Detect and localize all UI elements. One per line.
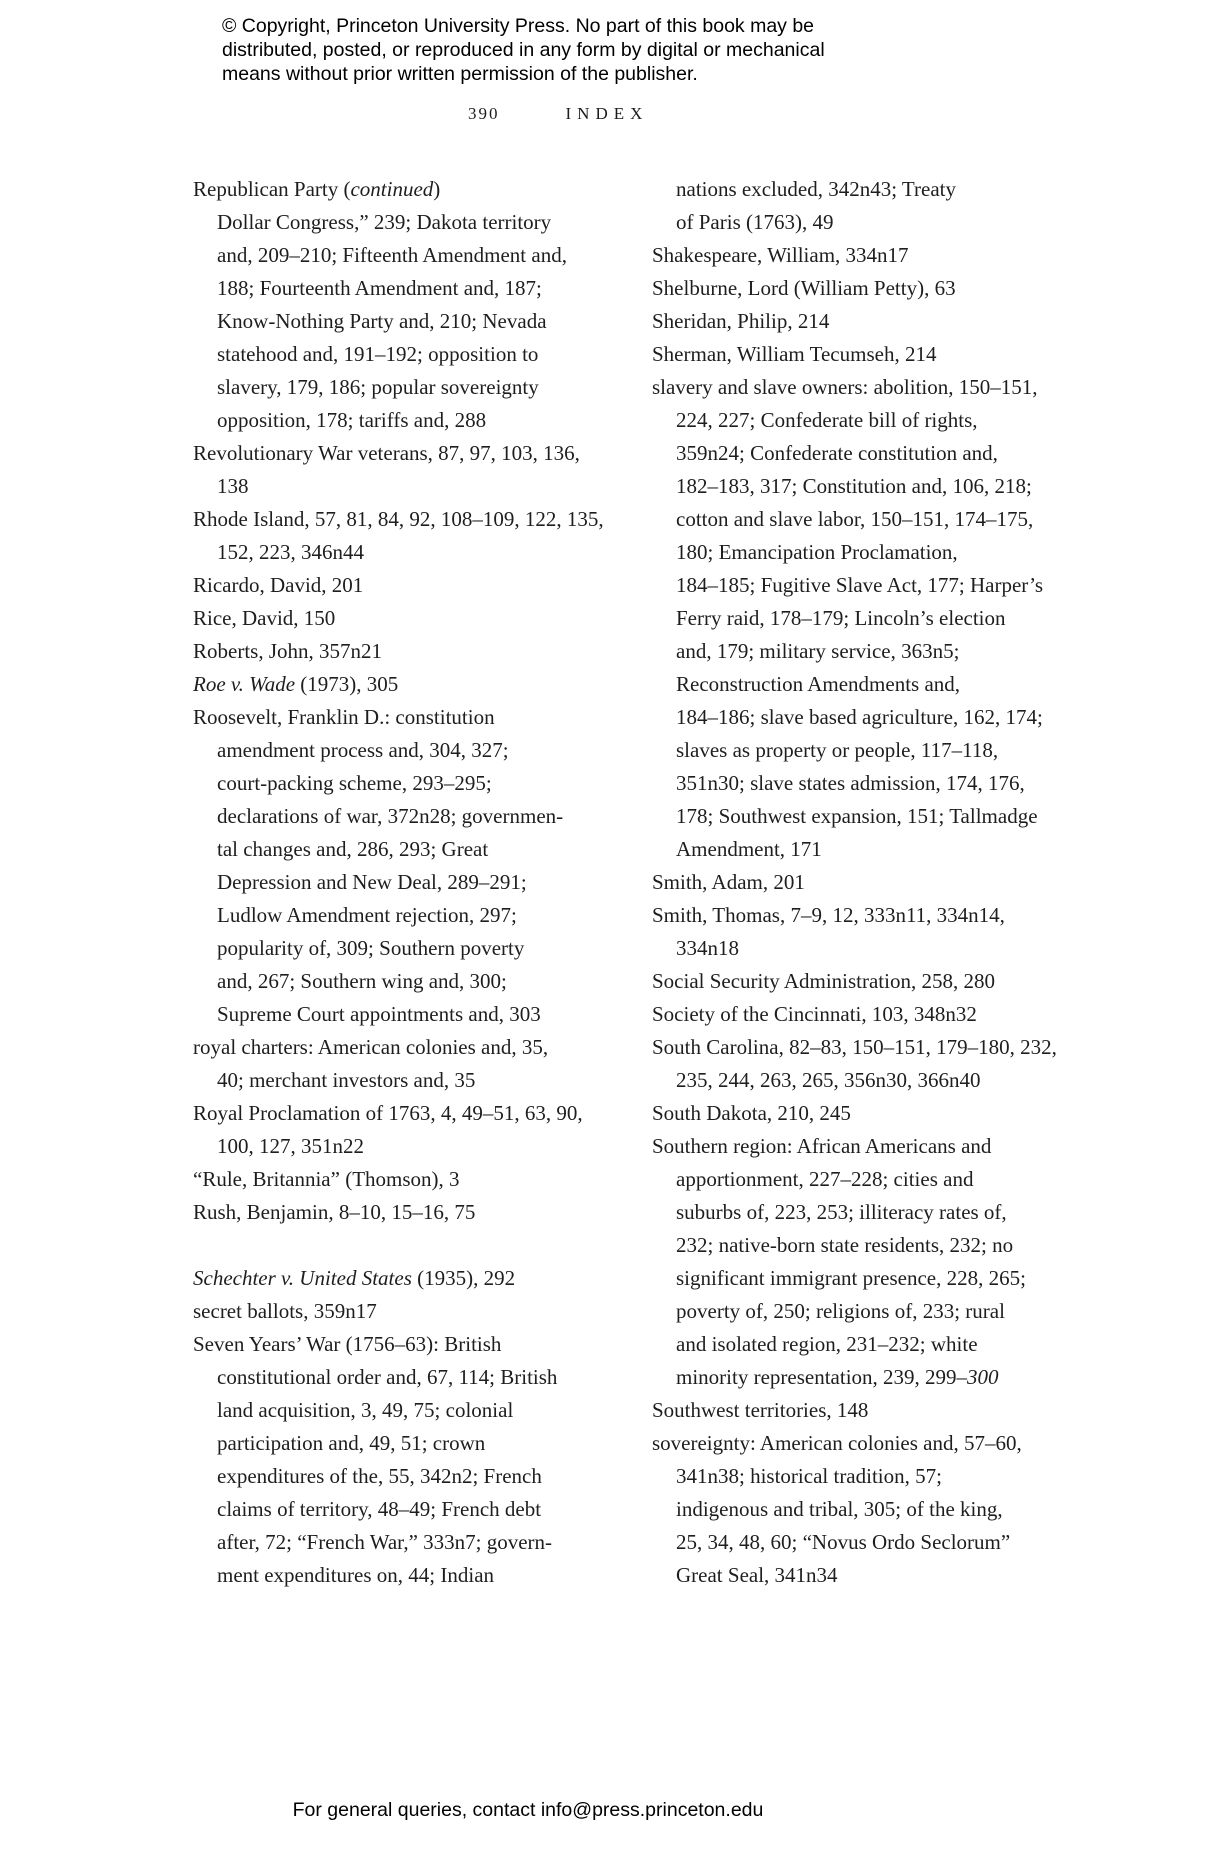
index-line: popularity of, 309; Southern poverty <box>217 936 525 960</box>
index-line: claims of territory, 48–49; French debt <box>217 1497 542 1521</box>
index-line: Southern region: African Americans and <box>652 1134 992 1158</box>
index-line: royal charters: American colonies and, 35, <box>193 1035 549 1059</box>
index-line: 138 <box>217 474 249 498</box>
index-line: Shakespeare, William, 334n17 <box>652 243 909 267</box>
index-line: participation and, 49, 51; crown <box>217 1431 486 1455</box>
index-line: “Rule, Britannia” (Thomson), 3 <box>193 1167 460 1191</box>
index-line: Roe v. Wade (1973), 305 <box>193 672 399 696</box>
index-line: Southwest territories, 148 <box>652 1398 869 1422</box>
index-line: Ferry raid, 178–179; Lincoln’s election <box>676 606 1006 630</box>
index-line: Sheridan, Philip, 214 <box>652 309 830 333</box>
index-line: 180; Emancipation Proclamation, <box>676 540 958 564</box>
index-line: 25, 34, 48, 60; “Novus Ordo Seclorum” <box>676 1530 1011 1554</box>
copyright-line: © Copyright, Princeton University Press. No part of this book may be <box>222 15 815 37</box>
index-line: Depression and New Deal, 289–291; <box>217 870 527 894</box>
index-line: Amendment, 171 <box>676 837 822 861</box>
index-line: 178; Southwest expansion, 151; Tallmadge <box>676 804 1038 828</box>
index-line: 40; merchant investors and, 35 <box>217 1068 476 1092</box>
index-line: 359n24; Confederate constitution and, <box>676 441 998 465</box>
index-line: opposition, 178; tariffs and, 288 <box>217 408 487 432</box>
index-line: and, 179; military service, 363n5; <box>676 639 960 663</box>
index-line: Rice, David, 150 <box>193 606 336 630</box>
index-line: suburbs of, 223, 253; illiteracy rates of, <box>676 1200 1007 1224</box>
index-line: Smith, Adam, 201 <box>652 870 805 894</box>
index-title: INDEX <box>565 104 649 123</box>
index-line: Ricardo, David, 201 <box>193 573 364 597</box>
index-line: Social Security Administration, 258, 280 <box>652 969 995 993</box>
index-line: slavery and slave owners: abolition, 150–151, <box>652 375 1038 399</box>
index-gap <box>193 1229 604 1262</box>
index-line: amendment process and, 304, 327; <box>217 738 509 762</box>
index-line: nations excluded, 342n43; Treaty <box>676 177 956 201</box>
index-line: Rhode Island, 57, 81, 84, 92, 108–109, 122, 135, <box>193 507 604 531</box>
index-line: slavery, 179, 186; popular sovereignty <box>217 375 539 399</box>
copyright-line: means without prior written permission of the publisher. <box>222 63 698 85</box>
index-line: and, 267; Southern wing and, 300; <box>217 969 507 993</box>
index-line: slaves as property or people, 117–118, <box>676 738 999 762</box>
index-line: 334n18 <box>676 936 739 960</box>
copyright-line: distributed, posted, or reproduced in any form by digital or mechanical <box>222 39 825 61</box>
index-column-right <box>652 173 1057 1592</box>
index-line: ment expenditures on, 44; Indian <box>217 1563 495 1587</box>
index-line: statehood and, 191–192; opposition to <box>217 342 539 366</box>
index-line: 232; native-born state residents, 232; no <box>676 1233 1014 1257</box>
index-line: 100, 127, 351n22 <box>217 1134 364 1158</box>
index-line: after, 72; “French War,” 333n7; govern- <box>217 1530 553 1554</box>
index-line: constitutional order and, 67, 114; British <box>217 1365 558 1389</box>
index-line: 182–183, 317; Constitution and, 106, 218; <box>676 474 1032 498</box>
index-line: sovereignty: American colonies and, 57–60, <box>652 1431 1022 1455</box>
page-header <box>468 103 648 125</box>
index-line: and, 209–210; Fifteenth Amendment and, <box>217 243 567 267</box>
index-line: 224, 227; Confederate bill of rights, <box>676 408 978 432</box>
index-line: Schechter v. United States (1935), 292 <box>193 1266 516 1290</box>
index-line: 188; Fourteenth Amendment and, 187; <box>217 276 542 300</box>
index-line: apportionment, 227–228; cities and <box>676 1167 974 1191</box>
index-line: Rush, Benjamin, 8–10, 15–16, 75 <box>193 1200 476 1224</box>
footer-contact: For general queries, contact info@press.princeton.edu <box>292 1799 764 1821</box>
index-line: Seven Years’ War (1756–63): British <box>193 1332 502 1356</box>
index-line: expenditures of the, 55, 342n2; French <box>217 1464 542 1488</box>
index-line: significant immigrant presence, 228, 265; <box>676 1266 1026 1290</box>
index-line: Reconstruction Amendments and, <box>676 672 961 696</box>
index-line: of Paris (1763), 49 <box>676 210 834 234</box>
index-line: Ludlow Amendment rejection, 297; <box>217 903 517 927</box>
index-line: cotton and slave labor, 150–151, 174–175, <box>676 507 1034 531</box>
index-line: Supreme Court appointments and, 303 <box>217 1002 541 1026</box>
index-line: court-packing scheme, 293–295; <box>217 771 492 795</box>
index-line: land acquisition, 3, 49, 75; colonial <box>217 1398 514 1422</box>
index-column-left <box>193 173 604 1592</box>
index-line: South Dakota, 210, 245 <box>652 1101 851 1125</box>
index-line: 235, 244, 263, 265, 356n30, 366n40 <box>676 1068 981 1092</box>
index-line: secret ballots, 359n17 <box>193 1299 377 1323</box>
index-line: 341n38; historical tradition, 57; <box>676 1464 942 1488</box>
copyright-notice <box>222 14 825 86</box>
index-line: 184–186; slave based agriculture, 162, 174; <box>676 705 1043 729</box>
index-line: 152, 223, 346n44 <box>217 540 364 564</box>
index-line: 351n30; slave states admission, 174, 176, <box>676 771 1025 795</box>
index-line: Smith, Thomas, 7–9, 12, 333n11, 334n14, <box>652 903 1005 927</box>
index-line: 184–185; Fugitive Slave Act, 177; Harper’s <box>676 573 1044 597</box>
index-line: poverty of, 250; religions of, 233; rural <box>676 1299 1005 1323</box>
index-line: Great Seal, 341n34 <box>676 1563 838 1587</box>
index-line: Republican Party (continued) <box>193 177 441 201</box>
page-number: 390 <box>468 104 500 123</box>
index-line: Dollar Congress,” 239; Dakota territory <box>217 210 552 234</box>
index-line: and isolated region, 231–232; white <box>676 1332 978 1356</box>
index-line: Royal Proclamation of 1763, 4, 49–51, 63, 90, <box>193 1101 583 1125</box>
index-line: Revolutionary War veterans, 87, 97, 103, 136, <box>193 441 580 465</box>
index-line: minority representation, 239, 299–300 <box>676 1365 999 1389</box>
index-line: Society of the Cincinnati, 103, 348n32 <box>652 1002 977 1026</box>
index-line: South Carolina, 82–83, 150–151, 179–180, 232, <box>652 1035 1057 1059</box>
index-line: Shelburne, Lord (William Petty), 63 <box>652 276 956 300</box>
index-line: Sherman, William Tecumseh, 214 <box>652 342 937 366</box>
index-line: Roosevelt, Franklin D.: constitution <box>193 705 495 729</box>
index-line: declarations of war, 372n28; governmen- <box>217 804 564 828</box>
index-line: Roberts, John, 357n21 <box>193 639 382 663</box>
index-line: Know-Nothing Party and, 210; Nevada <box>217 309 547 333</box>
index-line: indigenous and tribal, 305; of the king, <box>676 1497 1003 1521</box>
index-line: tal changes and, 286, 293; Great <box>217 837 489 861</box>
